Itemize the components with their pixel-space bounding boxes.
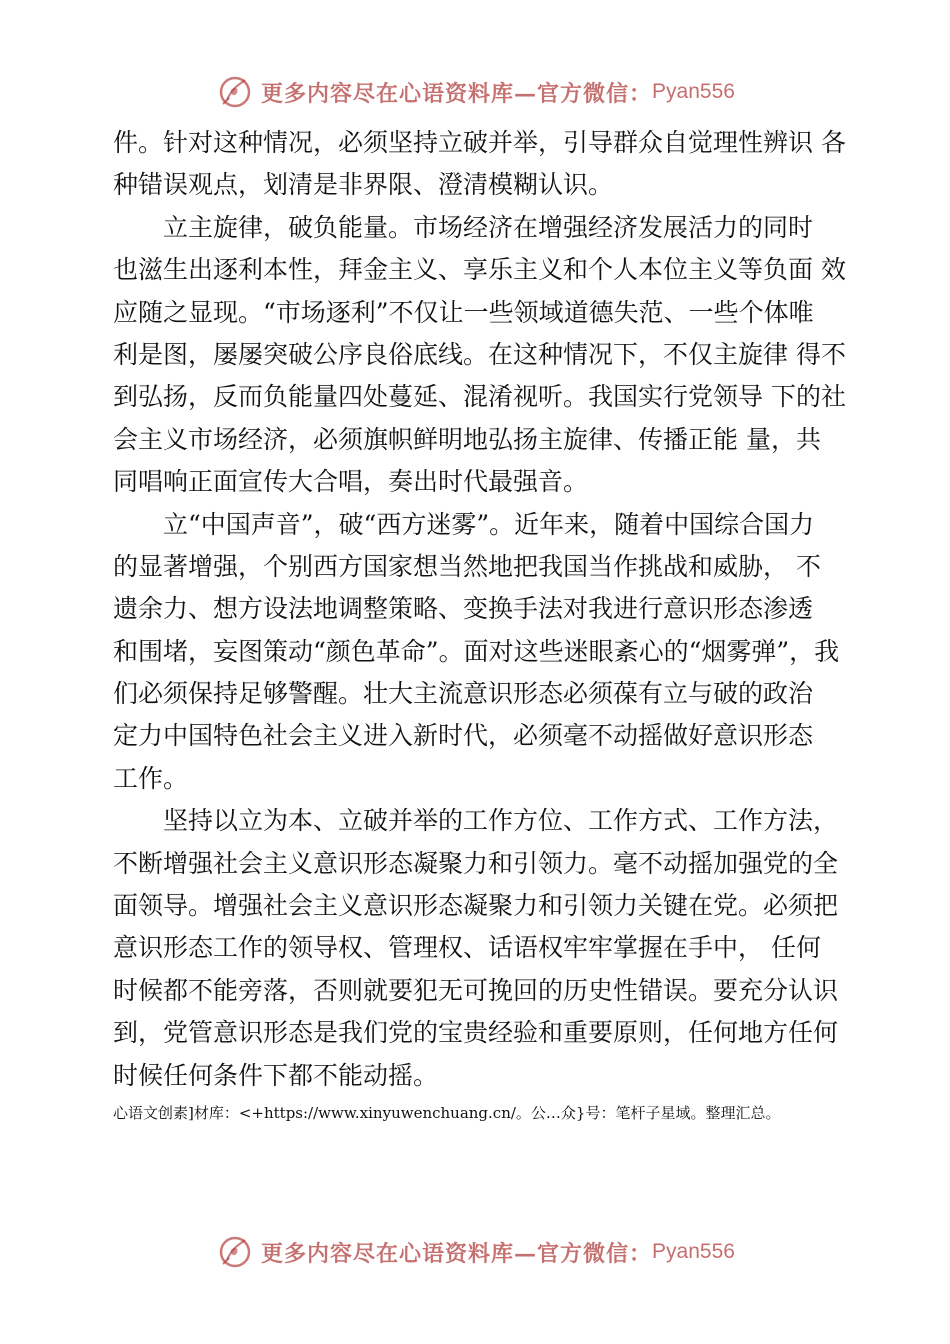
text-line: 立“中国声音”，破“西方迷雾”。近年来，随着中国综合国力 xyxy=(163,509,815,539)
text-line: 件。针对这种情况，必须坚持立破并举，引导群众自觉理性辨识 各 xyxy=(113,128,846,157)
text-line: 定力中国特色社会主义进入新时代，必须毫不动摇做好意识形态 xyxy=(113,721,814,751)
text-line: 面领导。增强社会主义意识形态凝聚力和引领力关键在党。必须把 xyxy=(113,891,839,921)
footer-banner xyxy=(0,1228,950,1276)
text-line: 时候任何条件下都不能动摇。 xyxy=(113,1060,439,1090)
text-line: 遗余力、想方设法地调整策略、变换手法对我进行意识形态渗透 xyxy=(113,594,814,624)
text-line: 们必须保持足够警醒。壮大主流意识形态必须葆有立与破的政治 xyxy=(113,679,814,709)
header-banner xyxy=(0,68,950,116)
banner-wechat-id: Pyan556 xyxy=(652,80,735,103)
text-line: 会主义市场经济，必须旗帜鲜明地弘扬主旋律、传播正能 量，共 xyxy=(113,424,821,454)
text-line: 立主旋律，破负能量。市场经济在增强经济发展活力的同时 xyxy=(163,212,814,242)
text-line: 到弘扬，反而负能量四处蔓延、混淆视听。我国实行党领导 下的社 xyxy=(113,382,846,412)
text-line: 意识形态工作的领导权、管理权、话语权牢牢掌握在手中， 任何 xyxy=(113,933,821,963)
text-line: 到，党管意识形态是我们党的宝贵经验和重要原则，任何地方任何 xyxy=(113,1018,839,1048)
text-line: 不断增强社会主义意识形态凝聚力和引领力。毫不动摇加强党的全 xyxy=(113,848,839,878)
text-line: 时候都不能旁落，否则就要犯无可挽回的历史性错误。要充分认识 xyxy=(113,975,839,1005)
rose-logo-icon xyxy=(215,1232,255,1272)
text-line: 同唱响正面宣传大合唱，奏出时代最强音。 xyxy=(113,467,589,497)
banner-text: 更多内容尽在心语资料库—官方微信： xyxy=(261,1240,653,1267)
text-line: 也滋生出逐利本性，拜金主义、享乐主义和个人本位主义等负面 效 xyxy=(113,255,846,285)
banner-wechat-id: Pyan556 xyxy=(652,1240,735,1263)
text-line: 应随之显现。“市场逐利”不仅让一些领域道德失范、一些个体唯 xyxy=(113,297,814,327)
source-note: 心语文创素]材库：<+https://www.xinyuwenchuang.cn/。公…众}号：笔杆子星域。整理汇总。 xyxy=(113,1104,781,1122)
text-line: 的显著增强，个别西方国家想当然地把我国当作挑战和威胁， 不 xyxy=(113,551,821,581)
text-line: 工作。 xyxy=(113,763,189,793)
banner-text: 更多内容尽在心语资料库—官方微信： xyxy=(261,80,653,107)
rose-logo-icon xyxy=(215,72,255,112)
document-body xyxy=(113,122,858,1097)
text-line: 利是图，屡屡突破公序良俗底线。在这种情况下，不仅主旋律 得不 xyxy=(113,339,846,369)
text-line: 坚持以立为本、立破并举的工作方位、工作方式、工作方法， xyxy=(163,806,839,836)
text-line: 种错误观点，划清是非界限、澄清模糊认识。 xyxy=(113,170,614,200)
text-line: 和围堵，妄图策动“颜色革命”。面对这些迷眼紊心的“烟雾弹”，我 xyxy=(113,636,840,666)
